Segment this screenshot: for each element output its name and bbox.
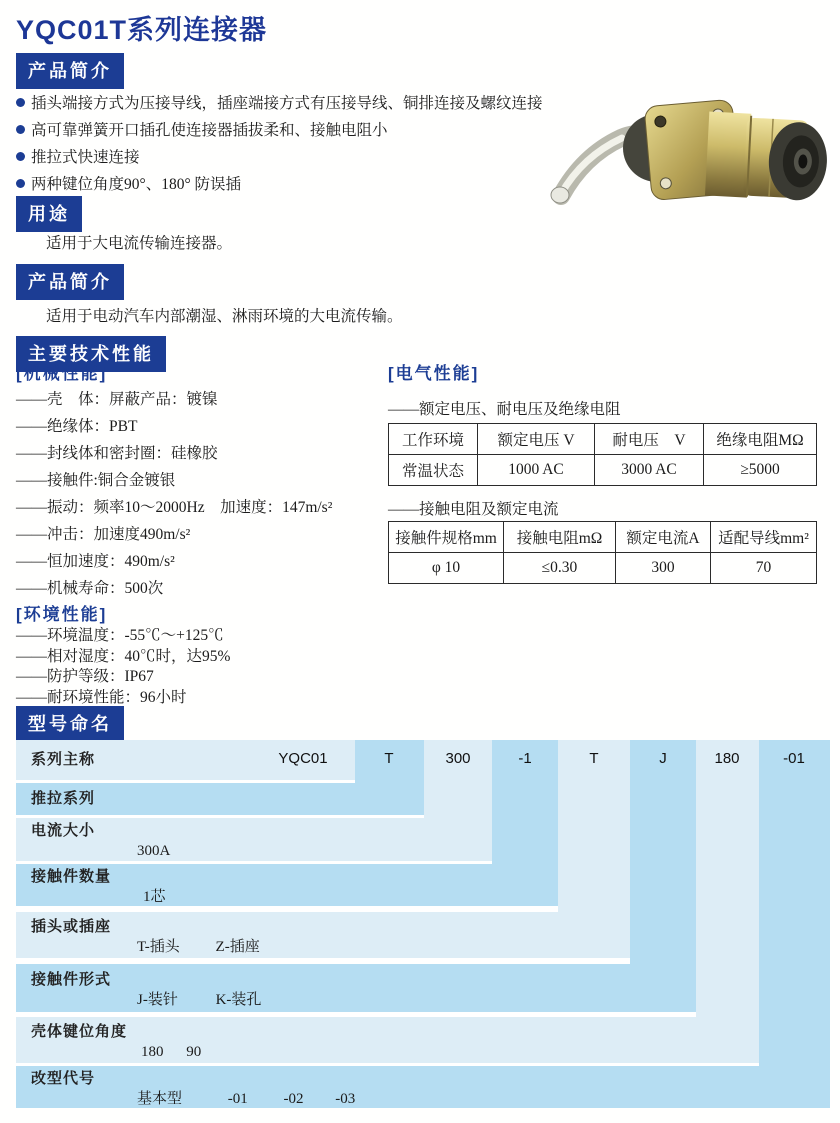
- bullet-icon: [16, 98, 25, 107]
- spec-line: ——壳 体：屏蔽产品：镀镍: [16, 391, 218, 408]
- naming-row-contact-form: [16, 964, 696, 1012]
- current-table: [388, 521, 817, 584]
- value: -03: [335, 1091, 356, 1107]
- row-values: [141, 1042, 759, 1062]
- value: -02: [283, 1091, 304, 1107]
- section-heading-intro: 产品简介: [16, 53, 124, 89]
- spec-line: ——机械寿命：500次: [16, 580, 164, 597]
- spec-line: ——恒加速度：490m/s²: [16, 553, 175, 570]
- spec-line: ——冲击：加速度490m/s²: [16, 526, 191, 543]
- naming-row-variant: [16, 1066, 830, 1108]
- value: K-装孔: [215, 992, 262, 1008]
- row-label: 壳体键位角度: [31, 1023, 128, 1040]
- section-heading-naming: 型号命名: [16, 706, 124, 742]
- header-cell: 适配导线mm²: [711, 522, 817, 553]
- value: 300A: [137, 843, 171, 859]
- cell: 300: [616, 553, 711, 584]
- connector-body: [705, 112, 829, 202]
- section-heading-tech: 主要技术性能: [16, 336, 166, 372]
- cell: φ 10: [389, 553, 504, 584]
- code-180: 180: [714, 750, 740, 767]
- code-t: T: [384, 750, 394, 767]
- row-label: 系列主称: [31, 751, 96, 768]
- spec-line: ——防护等级：IP67: [16, 668, 154, 685]
- intro-bullet-list: [16, 90, 556, 198]
- spec-line: ——绝缘体：PBT: [16, 418, 138, 435]
- header-cell: 工作环境: [389, 424, 478, 455]
- header-cell: 接触电阻mΩ: [504, 522, 616, 553]
- bullet-icon: [16, 179, 25, 188]
- code-300: 300: [445, 750, 471, 767]
- header-cell: 耐电压 V: [595, 424, 704, 455]
- cell: 常温状态: [389, 455, 478, 486]
- value: 基本型: [137, 1091, 183, 1107]
- mechanical-subheading: [机械性能]: [16, 364, 108, 383]
- voltage-note: ——额定电压、耐电压及绝缘电阻: [388, 401, 621, 418]
- row-label: 接触件形式: [31, 971, 112, 988]
- electrical-properties: [388, 362, 816, 584]
- value: Z-插座: [215, 939, 260, 955]
- bullet-icon: [16, 152, 25, 161]
- list-item: [16, 144, 556, 171]
- value: J-装针: [137, 992, 178, 1008]
- header-cell: 额定电压 V: [478, 424, 595, 455]
- electrical-subheading: [电气性能]: [388, 364, 480, 383]
- naming-row-current: [16, 818, 492, 861]
- spec-line: ——接触件:铜合金镀银: [16, 472, 176, 489]
- value: T-插头: [137, 939, 180, 955]
- code-neg1: -1: [518, 750, 532, 767]
- code-column-j: [630, 740, 696, 1012]
- table-header-row: [389, 424, 817, 455]
- value: 1芯: [143, 889, 166, 905]
- section-heading-usage: 用途: [16, 196, 82, 232]
- spec-line: ——振动：频率10～2000Hz 加速度：147m/s²: [16, 499, 333, 516]
- table-header-row: [389, 522, 817, 553]
- row-label: 插头或插座: [31, 918, 112, 935]
- table-row: [389, 455, 817, 486]
- spec-line: ——环境温度：-55℃～+125℃: [16, 627, 224, 644]
- usage-text: 适用于大电流传输连接器。: [46, 235, 233, 252]
- list-item: [16, 90, 556, 117]
- cell: ≥5000: [704, 455, 817, 486]
- product-photo: [545, 78, 835, 218]
- code-column-01: [759, 740, 830, 1108]
- table-row: [389, 553, 817, 584]
- value: 180: [141, 1044, 164, 1060]
- model-naming-diagram: [16, 740, 830, 1108]
- list-item: [16, 171, 556, 198]
- code-neg01: -01: [783, 750, 805, 767]
- voltage-table: [388, 423, 817, 486]
- header-cell: 额定电流A: [616, 522, 711, 553]
- row-values: [137, 1089, 830, 1109]
- naming-row-contact-count: [16, 864, 558, 906]
- code-column-180: [696, 740, 759, 1063]
- intro2-text: 适用于电动汽车内部潮湿、淋雨环境的大电流传输。: [46, 308, 403, 325]
- value: 90: [186, 1044, 202, 1060]
- header-cell: 绝缘电阻MΩ: [704, 424, 817, 455]
- spec-line: ——封线体和密封圈：硅橡胶: [16, 445, 218, 462]
- row-label: 推拉系列: [31, 790, 96, 807]
- code-j: J: [659, 750, 667, 767]
- code-t2: T: [589, 750, 599, 767]
- bullet-text: 高可靠弹簧开口插孔使连接器插拔柔和、接触电阻小: [31, 122, 388, 139]
- cell: 3000 AC: [595, 455, 704, 486]
- cell: 70: [711, 553, 817, 584]
- section-heading-intro2: 产品简介: [16, 264, 124, 300]
- bullet-text: 推拉式快速连接: [31, 149, 140, 166]
- row-values: [137, 937, 630, 957]
- row-values: [137, 990, 696, 1010]
- row-label: 电流大小: [31, 822, 96, 839]
- list-item: [16, 117, 556, 144]
- value: -01: [227, 1091, 248, 1107]
- cell: ≤0.30: [504, 553, 616, 584]
- spec-line: ——相对湿度：40℃时，达95%: [16, 647, 231, 665]
- bullet-icon: [16, 125, 25, 134]
- spec-line: ——耐环境性能：96小时: [16, 688, 187, 706]
- row-label: 改型代号: [31, 1070, 96, 1087]
- bullet-text: 插头端接方式为压接导线，插座端接方式有压接导线、铜排连接及螺纹连接: [31, 95, 543, 112]
- header-cell: 接触件规格mm: [389, 522, 504, 553]
- code-column-t2: [558, 740, 630, 958]
- naming-row-key-angle: [16, 1017, 759, 1063]
- naming-row-plug-socket: [16, 912, 630, 958]
- mechanical-properties: [16, 362, 388, 708]
- cell: 1000 AC: [478, 455, 595, 486]
- current-note: ——接触电阻及额定电流: [388, 501, 559, 518]
- code-yqc01: YQC01: [278, 750, 328, 767]
- page-title: YQC01T系列连接器: [16, 15, 268, 45]
- bullet-text: 两种键位角度90°、180° 防误插: [31, 176, 242, 193]
- row-label: 接触件数量: [31, 868, 112, 885]
- environment-subheading: [环境性能]: [16, 605, 108, 624]
